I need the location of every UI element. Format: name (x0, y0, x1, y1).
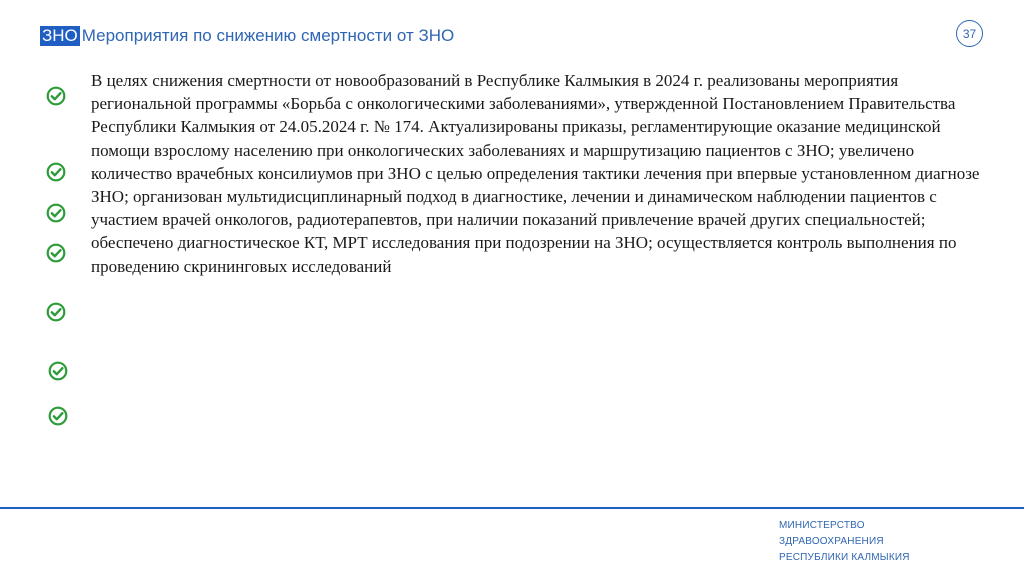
check-circle-icon (48, 406, 68, 426)
footer-line: МИНИСТЕРСТВО (779, 520, 865, 531)
footer-line: ЗДРАВООХРАНЕНИЯ (779, 536, 884, 547)
footer-line: РЕСПУБЛИКИ КАЛМЫКИЯ (779, 552, 910, 563)
ministry-footer (779, 518, 910, 566)
body-paragraph: В целях снижения смертности от новообразований в Республике Калмыкия в 2024 г. реализованы мероприятия региональной программы «Борьба с онкологическими заболеваниями», утвержденной Постановлением Правительства Республики Калмыкия от 24.05.2024 г. № 174. Актуализированы приказы, регламентирующие оказание медицинской помощи взрослому населению при онкологических заболеваниях и маршрутизацию пациентов с ЗНО; увеличено количество врачебных консилиумов при ЗНО с целью определения тактики лечения при впервые установленном диагнозе ЗНО; организован мультидисциплинарный подход в диагностике, лечении и динамическом наблюдении пациентов с участием врачей онкологов, радиотерапевтов, при наличии показаний привлечение врачей других специальностей; обеспечено диагностическое КТ, МРТ исследования при подозрении на ЗНО; осуществляется контроль выполнения по проведению скрининговых исследований (91, 71, 980, 276)
check-circle-icon (46, 243, 66, 263)
check-circle-icon (46, 203, 66, 223)
check-circle-icon (48, 361, 68, 381)
check-circle-icon (46, 162, 66, 182)
check-circle-icon (46, 302, 66, 322)
title-text: Мероприятия по снижению смертности от ЗНО (81, 26, 455, 45)
page-title (40, 26, 454, 46)
check-circle-icon (46, 86, 66, 106)
footer-divider (0, 507, 1024, 509)
page-number-badge: 37 (956, 20, 983, 47)
title-tag: ЗНО (42, 26, 78, 45)
